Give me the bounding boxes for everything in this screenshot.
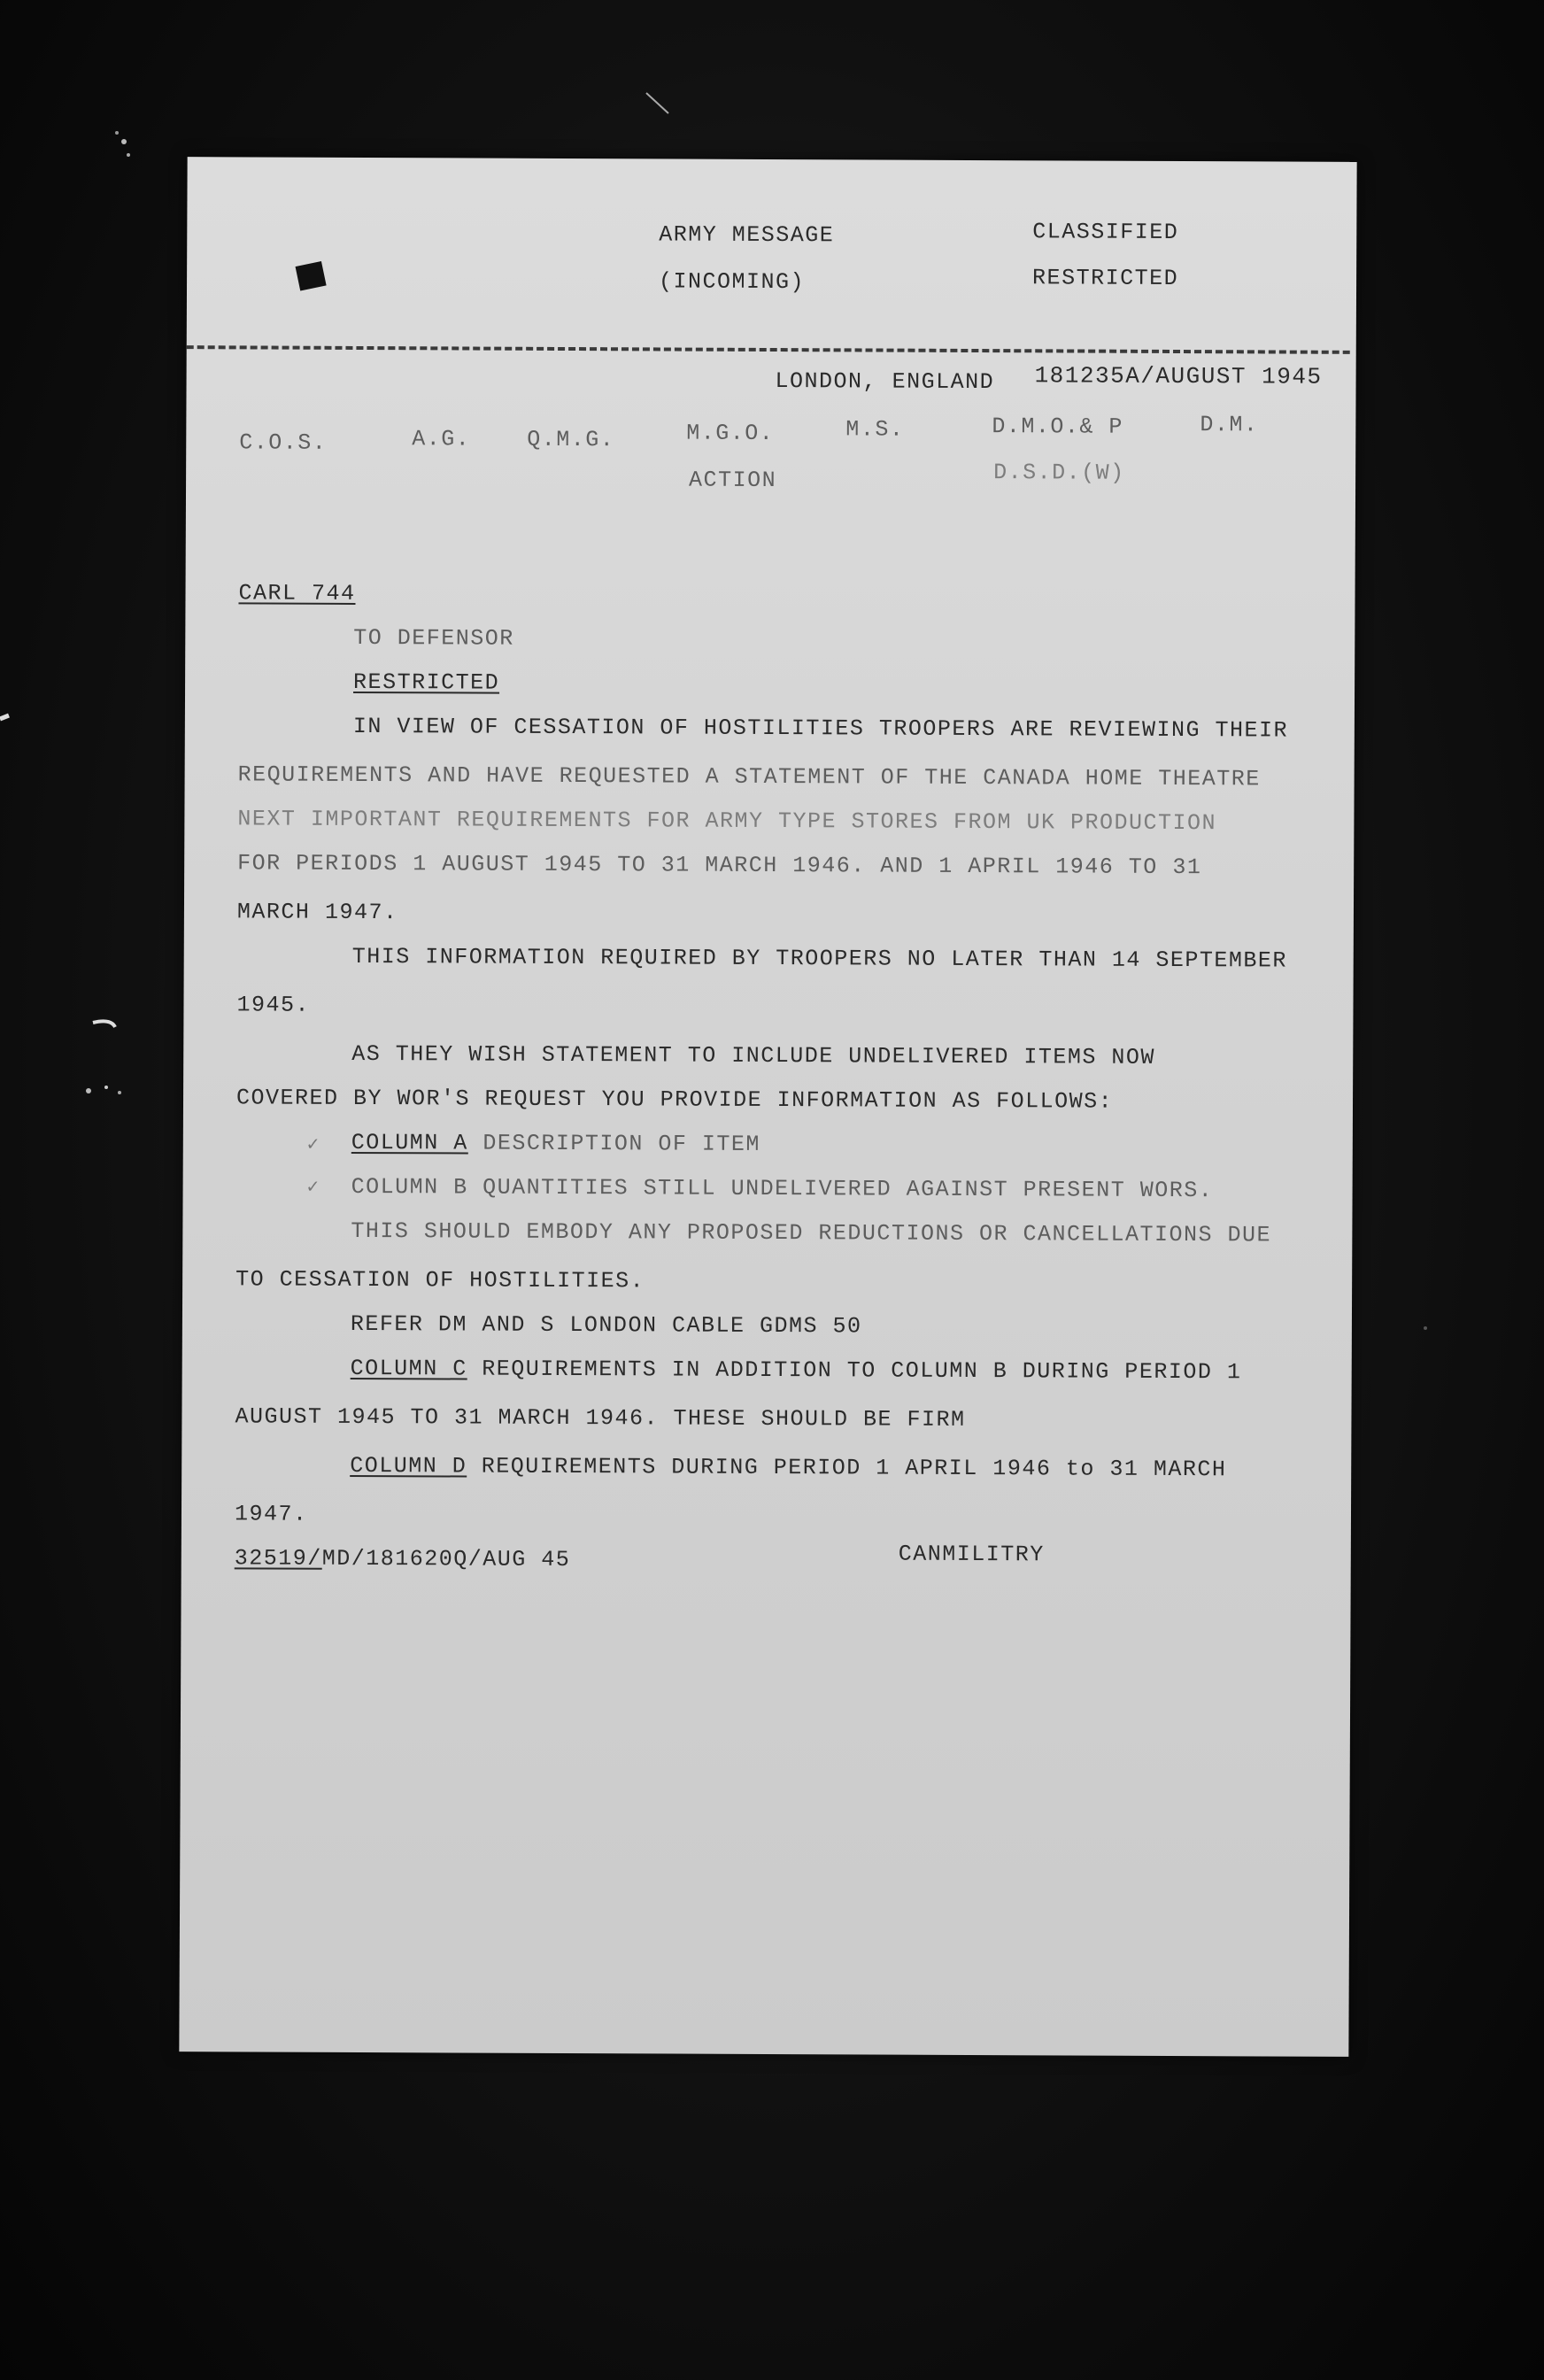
footer-ref-rest: MD/181620Q/AUG 45 — [321, 1545, 571, 1573]
classification-line1: CLASSIFIED — [1032, 219, 1179, 246]
dist-dmop: D.M.O.& P — [992, 413, 1123, 440]
dist-dsd: D.S.D.(W) — [993, 460, 1125, 486]
dist-dm: D.M. — [1200, 412, 1259, 438]
dist-mgo: M.G.O. — [686, 420, 775, 447]
message-type-line2: (INCOMING) — [659, 268, 806, 296]
message-sheet — [179, 157, 1356, 2057]
p4-line2: TO CESSATION OF HOSTILITIES. — [235, 1266, 645, 1294]
dist-cos: C.O.S. — [239, 429, 328, 456]
origin-datetime: 181235A/AUGUST 1945 — [1034, 362, 1323, 390]
column-a-row — [351, 1129, 760, 1157]
p1-line3: NEXT IMPORTANT REQUIREMENTS FOR ARMY TYPE STORES FROM UK PRODUCTION — [237, 806, 1217, 837]
origin-place: LONDON, ENGLAND — [775, 368, 995, 396]
p2-line2: 1945. — [236, 992, 311, 1018]
column-a-text: DESCRIPTION OF ITEM — [467, 1130, 760, 1157]
message-type-line1: ARMY MESSAGE — [659, 221, 835, 249]
p1-line2: REQUIREMENTS AND HAVE REQUESTED A STATEMENT OF THE CANADA HOME THEATRE — [237, 761, 1261, 792]
column-d-text: REQUIREMENTS DURING PERIOD 1 APRIL 1946 to 31 MARCH — [467, 1453, 1227, 1483]
p3-line2: COVERED BY WOR'S REQUEST YOU PROVIDE INFORMATION AS FOLLOWS: — [235, 1085, 1114, 1115]
p4-line1: THIS SHOULD EMBODY ANY PROPOSED REDUCTIONS OR CANCELLATIONS DUE — [351, 1217, 1272, 1248]
message-ref: CARL 744 — [238, 580, 356, 607]
p1-line5: MARCH 1947. — [236, 899, 398, 926]
column-d-continued: 1947. — [234, 1501, 308, 1527]
p1-line1: IN VIEW OF CESSATION OF HOSTILITIES TROOPERS ARE REVIEWING THEIR — [352, 713, 1289, 744]
refer-line: REFER DM AND S LONDON CABLE GDMS 50 — [350, 1310, 862, 1340]
message-to: TO DEFENSOR — [353, 624, 514, 652]
column-a-label: COLUMN A — [351, 1129, 468, 1156]
punch-mark — [296, 261, 327, 291]
footer-reference — [235, 1547, 571, 1571]
check-mark-a: ✓ — [306, 1133, 320, 1156]
check-mark-b: ✓ — [306, 1176, 319, 1199]
column-b-row: COLUMN B QUANTITIES STILL UNDELIVERED AGAINST PRESENT WORS. — [351, 1173, 1214, 1204]
dist-ag: A.G. — [412, 426, 471, 452]
signature: CANMILITRY — [898, 1541, 1045, 1568]
column-d-row — [350, 1452, 1227, 1483]
p1-line4: FOR PERIODS 1 AUGUST 1945 TO 31 MARCH 1946. AND 1 APRIL 1946 TO 31 — [237, 850, 1202, 881]
column-c-continued: AUGUST 1945 TO 31 MARCH 1946. THESE SHOULD BE FIRM — [235, 1403, 966, 1433]
dist-ms: M.S. — [845, 416, 905, 443]
column-c-label: COLUMN C — [350, 1355, 467, 1382]
column-c-text: REQUIREMENTS IN ADDITION TO COLUMN B DURING PERIOD 1 — [467, 1356, 1242, 1386]
classification-line2: RESTRICTED — [1032, 265, 1179, 292]
message-classification: RESTRICTED — [353, 668, 500, 696]
p3-line1: AS THEY WISH STATEMENT TO INCLUDE UNDELIVERED ITEMS NOW — [351, 1040, 1155, 1070]
p2-line1: THIS INFORMATION REQUIRED BY TROOPERS NO LATER THAN 14 SEPTEMBER — [351, 943, 1287, 974]
column-d-label: COLUMN D — [350, 1452, 467, 1480]
column-c-row — [350, 1355, 1242, 1386]
header-divider — [187, 345, 1350, 354]
footer-ref-underlined: 32519/ — [234, 1545, 322, 1572]
dist-action: ACTION — [689, 467, 777, 494]
dist-qmg: Q.M.G. — [527, 426, 615, 453]
